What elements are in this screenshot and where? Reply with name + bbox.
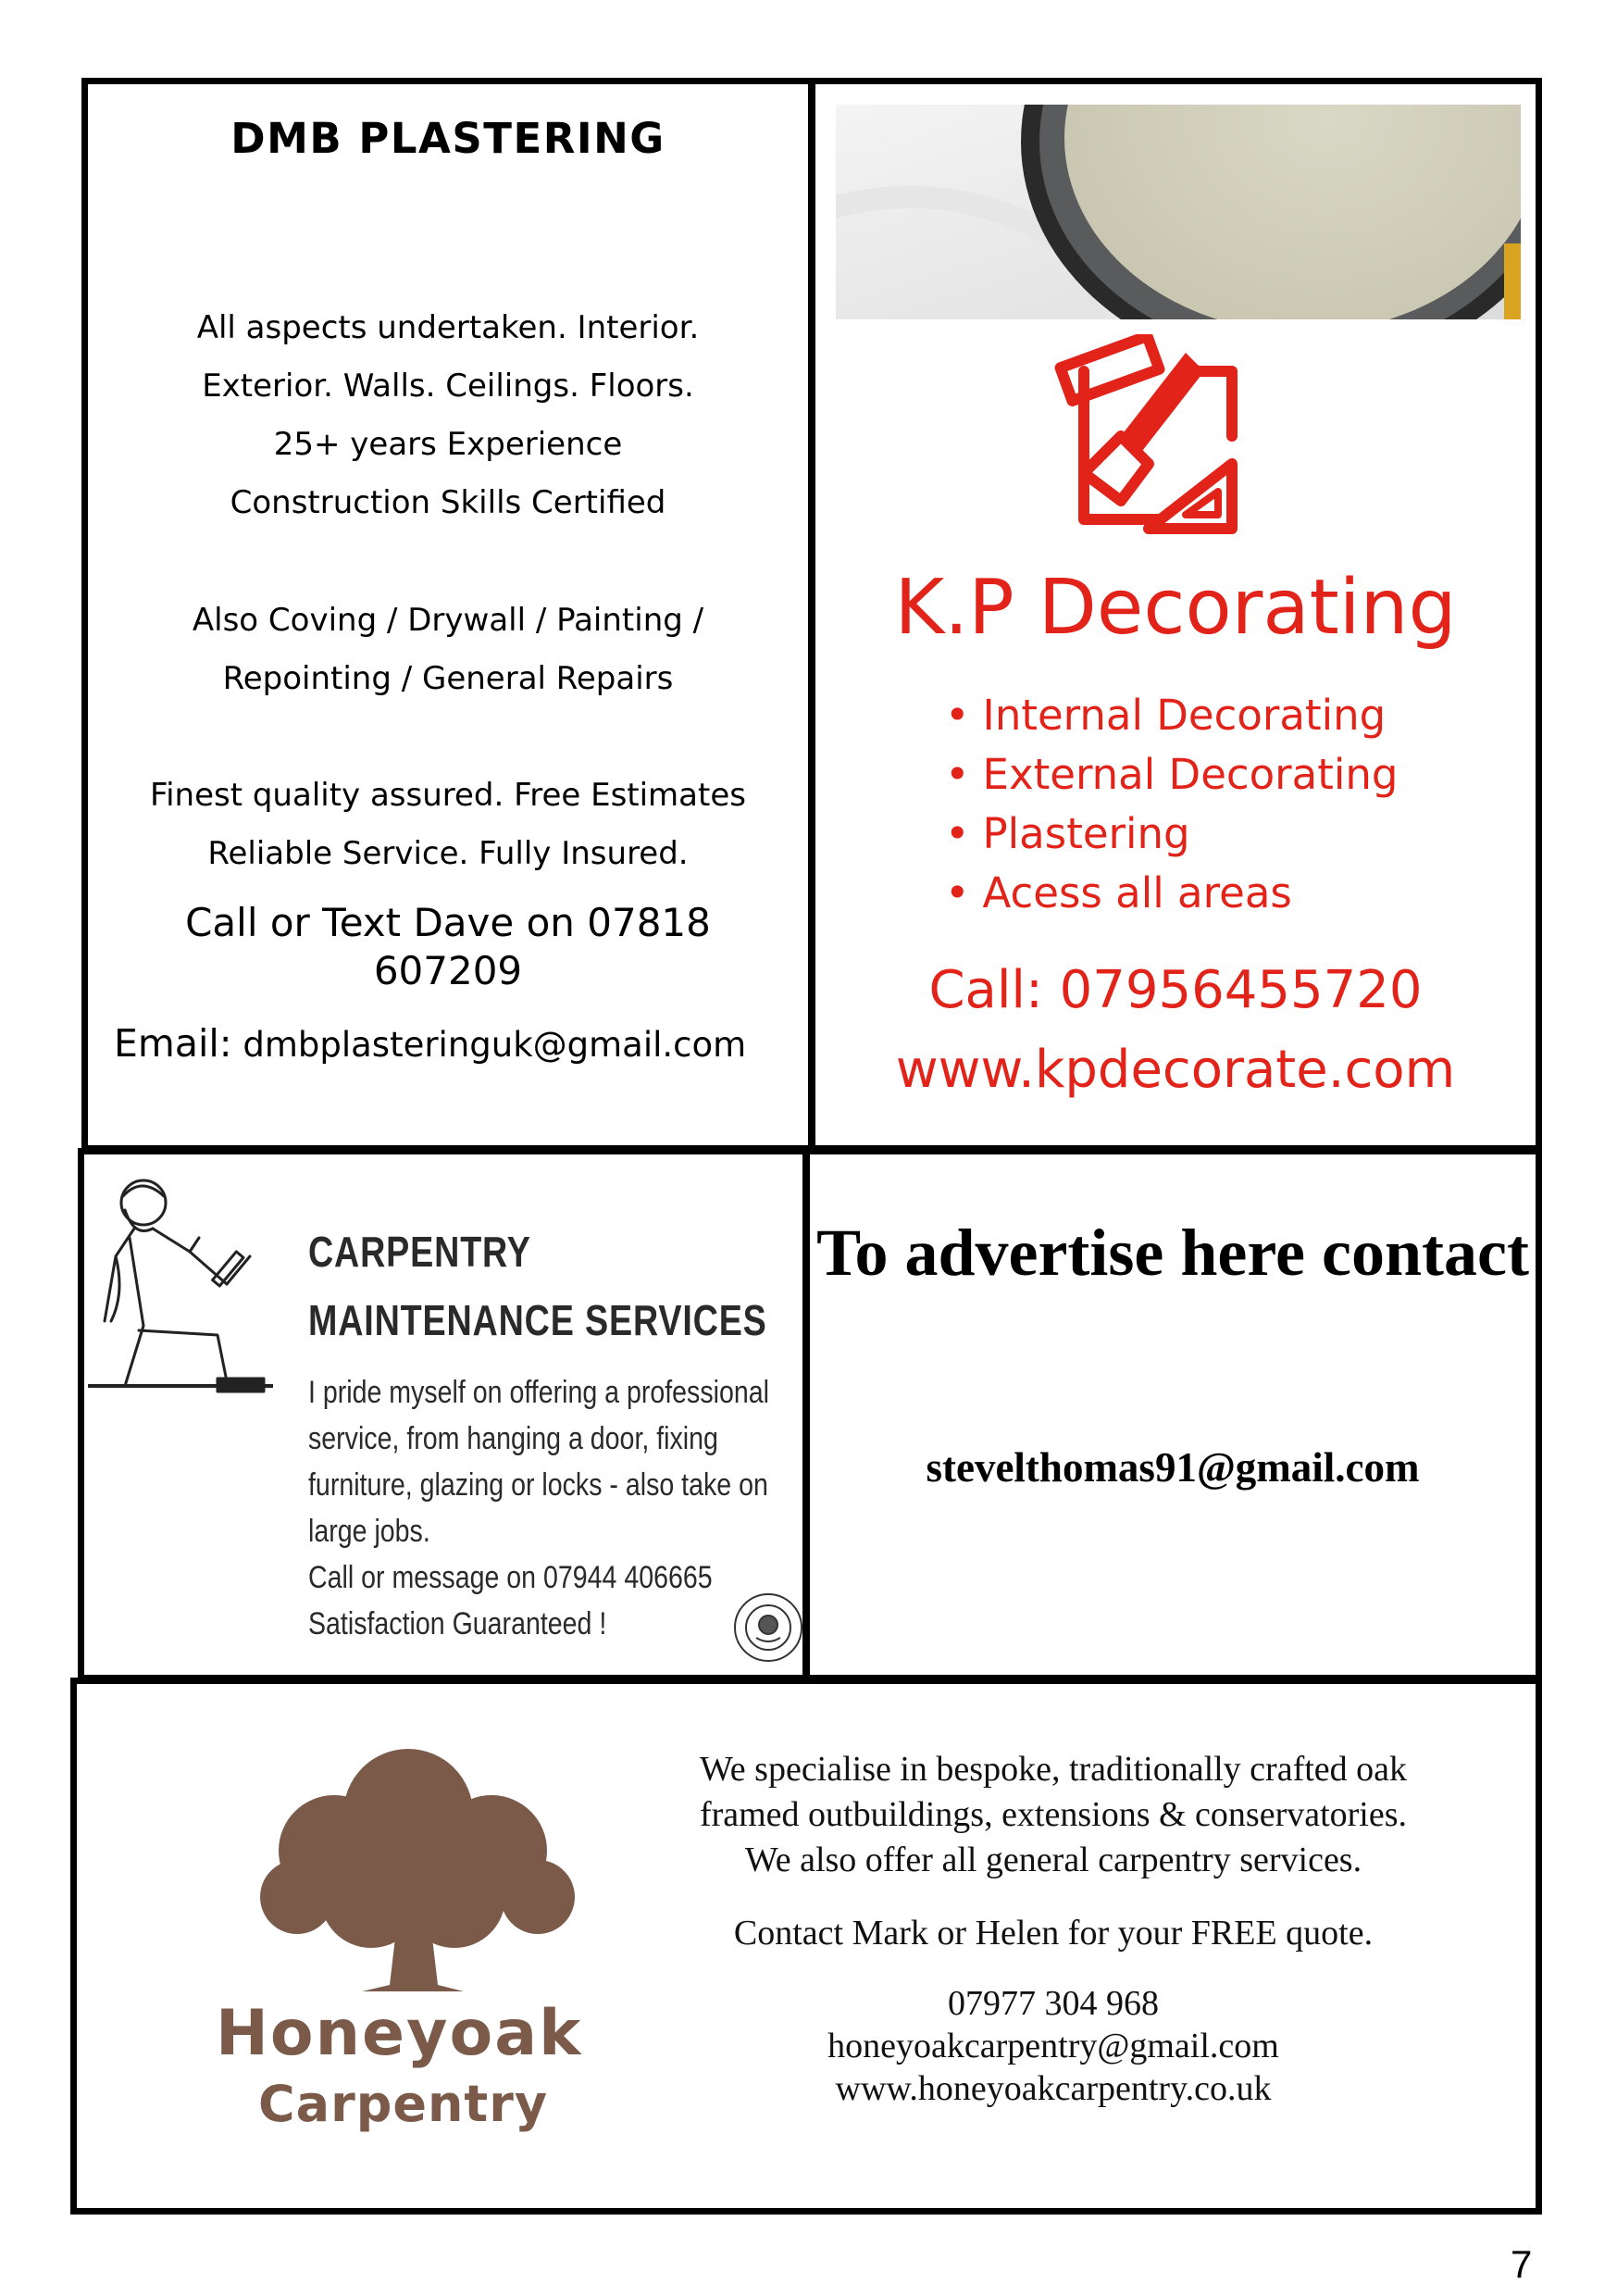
honeyoak-carpentry-ad (70, 1678, 1542, 2215)
kp-services-list (945, 686, 1398, 923)
kp-service-item: • External Decorating (945, 745, 1398, 805)
carpentry-line: Call or message on 07944 406665 (308, 1560, 713, 1595)
dmb-email-row (114, 1021, 808, 1066)
advertise-here-box (803, 1148, 1542, 1681)
honeyoak-website-link[interactable]: www.honeyoakcarpentry.co.uk (835, 2069, 1272, 2108)
kp-website-link[interactable]: www.kpdecorate.com (895, 1040, 1456, 1100)
carpentry-maintenance-ad (78, 1148, 809, 1681)
carpenter-illustration (88, 1164, 273, 1441)
honeyoak-description (595, 1747, 1511, 1883)
page-number: 7 (1511, 2242, 1533, 2286)
paint-brush-ruler-icon (1047, 334, 1260, 547)
kp-decorating-ad (809, 78, 1542, 1152)
kp-business-name: K.P Decorating (894, 564, 1457, 652)
honeyoak-phone: 07977 304 968 (948, 1984, 1159, 2023)
kp-phone: Call: 07956455720 (928, 960, 1423, 1020)
oak-tree-logo (232, 1749, 603, 2027)
carpentry-body (308, 1369, 790, 1647)
carpentry-line: Satisfaction Guaranteed ! (308, 1606, 607, 1641)
dmb-services-block (88, 299, 808, 532)
honeyoak-line: We specialise in bespoke, traditionally crafted oak (699, 1750, 1408, 1789)
dmb-quality-block (88, 767, 808, 883)
dmb-line: Finest quality assured. Free Estimates (150, 777, 746, 814)
honeyoak-line: We also offer all general carpentry services. (744, 1841, 1362, 1879)
advertise-email-link[interactable]: stevelthomas91@gmail.com (926, 1444, 1420, 1491)
carpentry-line: furniture, glazing or locks - also take on (308, 1467, 768, 1503)
dmb-line: 25+ years Experience (273, 426, 623, 463)
dmb-title: DMB PLASTERING (230, 114, 665, 163)
honeyoak-brand-name: Honeyoak (216, 1997, 583, 2070)
kp-service-item: • Plastering (945, 805, 1398, 864)
honeyoak-email-link[interactable]: honeyoakcarpentry@gmail.com (827, 2027, 1279, 2065)
dmb-line: Also Coving / Drywall / Painting / (192, 602, 704, 639)
dmb-line: All aspects undertaken. Interior. (196, 309, 700, 346)
dmb-line: Reliable Service. Fully Insured. (207, 835, 689, 872)
honeyoak-line: framed outbuildings, extensions & conservatories. (699, 1795, 1408, 1834)
advertise-heading: To advertise here contact (816, 1216, 1529, 1290)
dmb-email-label: Email: (114, 1021, 232, 1066)
honeyoak-brand-subtitle: Carpentry (258, 2075, 549, 2133)
dmb-call: Call or Text Dave on 07818 607209 (185, 900, 711, 993)
dmb-line: Exterior. Walls. Ceilings. Floors. (202, 368, 694, 405)
honeyoak-contact: Contact Mark or Helen for your FREE quote. (733, 1914, 1374, 1953)
kp-service-item: • Acess all areas (945, 864, 1398, 923)
dmb-extras-block (88, 592, 808, 708)
carpentry-line: large jobs. (308, 1514, 430, 1549)
carpentry-heading: CARPENTRY (308, 1228, 531, 1276)
carpentry-subheading: MAINTENANCE SERVICES (308, 1296, 767, 1344)
dmb-line: Construction Skills Certified (230, 484, 666, 521)
dmb-plastering-ad (81, 78, 815, 1152)
paint-tin-photo (836, 105, 1521, 319)
carpentry-line: I pride myself on offering a professional (308, 1375, 769, 1410)
dmb-email-link[interactable]: dmbplasteringuk@gmail.com (243, 1025, 747, 1065)
honeyoak-contact-details (595, 1982, 1511, 2110)
kp-service-item: • Internal Decorating (945, 686, 1398, 745)
carpentry-line: service, from hanging a door, fixing (308, 1421, 718, 1456)
dmb-line: Repointing / General Repairs (222, 660, 674, 697)
guild-seal-icon (732, 1591, 804, 1664)
